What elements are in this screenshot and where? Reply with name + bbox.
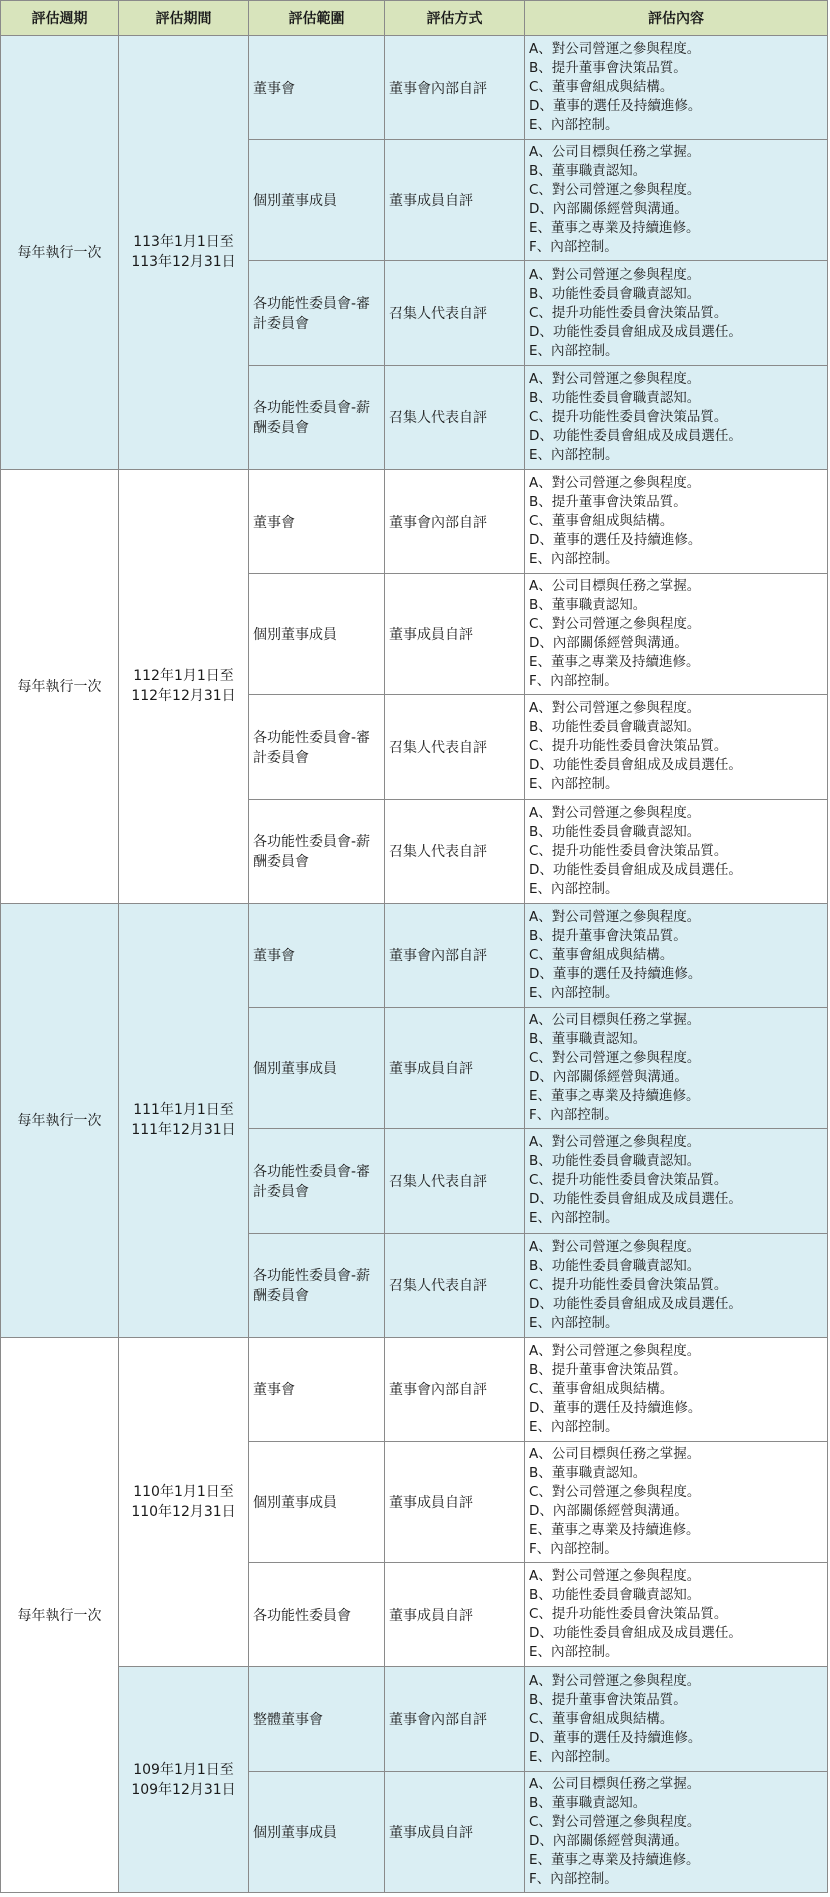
content-line: D、功能性委員會組成及成員選任。 [529, 1191, 742, 1208]
content-cell [525, 1667, 828, 1771]
content-cell [525, 574, 828, 695]
content-line: E、內部控制。 [529, 1748, 619, 1765]
content-line: D、功能性委員會組成及成員選任。 [529, 427, 742, 444]
content-line: C、對公司營運之參與程度。 [529, 1050, 701, 1067]
content-line: B、董事職責認知。 [529, 597, 647, 614]
content-line: A、對公司營運之參與程度。 [529, 475, 701, 492]
content-line: A、對公司營運之參與程度。 [529, 1672, 701, 1689]
content-cell [525, 799, 828, 903]
content-cell [525, 261, 828, 365]
period-line: 109年12月31日 [131, 1781, 236, 1798]
content-line: B、功能性委員會職責認知。 [529, 1257, 701, 1274]
period-line: 112年12月31日 [131, 688, 236, 705]
content-line: B、功能性委員會職責認知。 [529, 1587, 701, 1604]
content-line: B、功能性委員會職責認知。 [529, 823, 701, 840]
content-line: B、功能性委員會職責認知。 [529, 285, 701, 302]
content-line: D、董事的選任及持續進修。 [529, 1729, 702, 1746]
content-line: E、內部控制。 [529, 446, 619, 463]
content-cell [525, 140, 828, 261]
method-cell: 召集人代表自評 [385, 365, 525, 469]
content-line: D、功能性委員會組成及成員選任。 [529, 1625, 742, 1642]
scope-cell: 各功能性委員會-薪酬委員會 [249, 799, 385, 903]
content-line: D、功能性委員會組成及成員選任。 [529, 323, 742, 340]
scope-cell: 董事會 [249, 36, 385, 140]
scope-cell: 整體董事會 [249, 1667, 385, 1771]
method-cell: 召集人代表自評 [385, 799, 525, 903]
scope-cell: 個別董事成員 [249, 140, 385, 261]
content-line: B、功能性委員會職責認知。 [529, 1153, 701, 1170]
content-line: E、董事之專業及持續進修。 [529, 1088, 700, 1105]
period-cell [119, 1337, 249, 1667]
content-line: C、提升功能性委員會決策品質。 [529, 408, 728, 425]
content-line: B、提升董事會決策品質。 [529, 1691, 687, 1708]
scope-cell: 各功能性委員會-審計委員會 [249, 695, 385, 799]
table-row [1, 1337, 828, 1441]
content-line: A、對公司營運之參與程度。 [529, 1238, 701, 1255]
method-cell: 董事會內部自評 [385, 469, 525, 573]
content-line: A、對公司營運之參與程度。 [529, 1134, 701, 1151]
content-line: A、公司目標與任務之掌握。 [529, 1012, 701, 1029]
content-cell [525, 1233, 828, 1337]
period-line: 113年12月31日 [131, 254, 236, 271]
content-line: D、功能性委員會組成及成員選任。 [529, 757, 742, 774]
content-line: D、董事的選任及持續進修。 [529, 965, 702, 982]
content-line: D、功能性委員會組成及成員選任。 [529, 861, 742, 878]
scope-cell: 各功能性委員會-薪酬委員會 [249, 1233, 385, 1337]
content-line: E、內部控制。 [529, 1314, 619, 1331]
content-line: B、董事職責認知。 [529, 163, 647, 180]
period-line: 113年1月1日至 [133, 234, 234, 251]
content-line: C、董事會組成與結構。 [529, 1380, 674, 1397]
header-cycle: 評估週期 [1, 1, 119, 36]
period-cell [119, 36, 249, 470]
content-line: B、提升董事會決策品質。 [529, 60, 687, 77]
content-line: C、提升功能性委員會決策品質。 [529, 1276, 728, 1293]
method-cell: 召集人代表自評 [385, 695, 525, 799]
method-cell: 董事會內部自評 [385, 36, 525, 140]
content-line: A、對公司營運之參與程度。 [529, 370, 701, 387]
content-line: F、內部控制。 [529, 1541, 618, 1558]
content-cell [525, 1441, 828, 1562]
scope-cell: 個別董事成員 [249, 1008, 385, 1129]
content-cell [525, 36, 828, 140]
method-cell: 召集人代表自評 [385, 1129, 525, 1233]
period-cell [119, 903, 249, 1337]
method-cell: 董事成員自評 [385, 1771, 525, 1892]
content-line: D、董事的選任及持續進修。 [529, 1399, 702, 1416]
content-line: E、董事之專業及持續進修。 [529, 1851, 700, 1868]
header-row [1, 1, 828, 36]
scope-cell: 董事會 [249, 1337, 385, 1441]
header-period: 評估期間 [119, 1, 249, 36]
period-cell [119, 1667, 249, 1893]
period-line: 110年12月31日 [131, 1504, 236, 1521]
content-cell [525, 1337, 828, 1441]
method-cell: 董事成員自評 [385, 140, 525, 261]
content-line: D、內部關係經營與溝通。 [529, 201, 688, 218]
content-cell [525, 365, 828, 469]
header-method: 評估方式 [385, 1, 525, 36]
period-line: 109年1月1日至 [133, 1761, 234, 1778]
content-line: F、內部控制。 [529, 1870, 618, 1887]
content-line: A、公司目標與任務之掌握。 [529, 1775, 701, 1792]
scope-cell: 各功能性委員會-審計委員會 [249, 1129, 385, 1233]
content-line: E、內部控制。 [529, 776, 619, 793]
method-cell: 董事成員自評 [385, 1563, 525, 1667]
content-line: C、提升功能性委員會決策品質。 [529, 842, 728, 859]
content-line: D、董事的選任及持續進修。 [529, 532, 702, 549]
cycle-cell: 每年執行一次 [1, 36, 119, 470]
content-line: E、內部控制。 [529, 880, 619, 897]
content-line: A、對公司營運之參與程度。 [529, 908, 701, 925]
content-line: F、內部控制。 [529, 673, 618, 690]
method-cell: 召集人代表自評 [385, 1233, 525, 1337]
method-cell: 董事會內部自評 [385, 1337, 525, 1441]
content-line: A、公司目標與任務之掌握。 [529, 144, 701, 161]
scope-cell: 個別董事成員 [249, 574, 385, 695]
content-line: A、公司目標與任務之掌握。 [529, 578, 701, 595]
table-body [1, 36, 828, 1893]
content-line: E、董事之專業及持續進修。 [529, 220, 700, 237]
content-line: D、功能性委員會組成及成員選任。 [529, 1295, 742, 1312]
content-line: B、提升董事會決策品質。 [529, 1361, 687, 1378]
content-cell [525, 1771, 828, 1892]
content-line: C、提升功能性委員會決策品質。 [529, 1606, 728, 1623]
content-cell [525, 469, 828, 573]
content-line: B、董事職責認知。 [529, 1031, 647, 1048]
scope-cell: 董事會 [249, 469, 385, 573]
content-line: D、內部關係經營與溝通。 [529, 1832, 688, 1849]
content-line: B、董事職責認知。 [529, 1465, 647, 1482]
content-cell [525, 1563, 828, 1667]
content-line: B、功能性委員會職責認知。 [529, 719, 701, 736]
content-line: D、內部關係經營與溝通。 [529, 1069, 688, 1086]
period-line: 112年1月1日至 [133, 668, 234, 685]
content-line: F、內部控制。 [529, 239, 618, 256]
table-row [1, 36, 828, 140]
scope-cell: 個別董事成員 [249, 1441, 385, 1562]
header-scope: 評估範圍 [249, 1, 385, 36]
scope-cell: 董事會 [249, 903, 385, 1007]
content-line: C、董事會組成與結構。 [529, 79, 674, 96]
cycle-cell: 每年執行一次 [1, 903, 119, 1337]
cycle-cell: 每年執行一次 [1, 1337, 119, 1892]
content-line: C、董事會組成與結構。 [529, 1710, 674, 1727]
content-line: F、內部控制。 [529, 1107, 618, 1124]
content-line: E、內部控制。 [529, 1210, 619, 1227]
content-line: D、內部關係經營與溝通。 [529, 1503, 688, 1520]
scope-cell: 個別董事成員 [249, 1771, 385, 1892]
content-line: C、對公司營運之參與程度。 [529, 182, 701, 199]
content-line: C、提升功能性委員會決策品質。 [529, 738, 728, 755]
header-content: 評估內容 [525, 1, 828, 36]
method-cell: 董事成員自評 [385, 574, 525, 695]
period-line: 110年1月1日至 [133, 1484, 234, 1501]
content-line: C、提升功能性委員會決策品質。 [529, 304, 728, 321]
content-line: B、董事職責認知。 [529, 1794, 647, 1811]
content-line: C、對公司營運之參與程度。 [529, 1484, 701, 1501]
content-line: B、功能性委員會職責認知。 [529, 389, 701, 406]
method-cell: 董事會內部自評 [385, 903, 525, 1007]
content-line: A、對公司營運之參與程度。 [529, 1568, 701, 1585]
content-line: A、對公司營運之參與程度。 [529, 266, 701, 283]
content-line: E、董事之專業及持續進修。 [529, 1522, 700, 1539]
period-line: 111年1月1日至 [133, 1102, 234, 1119]
content-cell [525, 695, 828, 799]
content-line: B、提升董事會決策品質。 [529, 927, 687, 944]
content-cell [525, 903, 828, 1007]
period-line: 111年12月31日 [131, 1122, 236, 1139]
content-line: E、內部控制。 [529, 551, 619, 568]
method-cell: 董事成員自評 [385, 1441, 525, 1562]
scope-cell: 各功能性委員會 [249, 1563, 385, 1667]
scope-cell: 各功能性委員會-審計委員會 [249, 261, 385, 365]
content-line: A、對公司營運之參與程度。 [529, 41, 701, 58]
content-line: E、內部控制。 [529, 1418, 619, 1435]
method-cell: 董事成員自評 [385, 1008, 525, 1129]
content-line: B、提升董事會決策品質。 [529, 494, 687, 511]
content-cell [525, 1129, 828, 1233]
table-row [1, 1667, 828, 1771]
content-line: A、對公司營運之參與程度。 [529, 700, 701, 717]
content-line: E、內部控制。 [529, 342, 619, 359]
content-line: E、內部控制。 [529, 1644, 619, 1661]
method-cell: 召集人代表自評 [385, 261, 525, 365]
content-cell [525, 1008, 828, 1129]
content-line: A、對公司營運之參與程度。 [529, 1342, 701, 1359]
content-line: D、董事的選任及持續進修。 [529, 98, 702, 115]
table-row [1, 903, 828, 1007]
content-line: E、內部控制。 [529, 984, 619, 1001]
content-line: A、對公司營運之參與程度。 [529, 804, 701, 821]
content-line: A、公司目標與任務之掌握。 [529, 1446, 701, 1463]
content-line: E、董事之專業及持續進修。 [529, 654, 700, 671]
content-line: E、內部控制。 [529, 117, 619, 134]
table-row [1, 469, 828, 573]
content-line: C、董事會組成與結構。 [529, 513, 674, 530]
method-cell: 董事會內部自評 [385, 1667, 525, 1771]
cycle-cell: 每年執行一次 [1, 469, 119, 903]
content-line: D、內部關係經營與溝通。 [529, 635, 688, 652]
content-line: C、提升功能性委員會決策品質。 [529, 1172, 728, 1189]
content-line: C、董事會組成與結構。 [529, 946, 674, 963]
period-cell [119, 469, 249, 903]
content-line: C、對公司營運之參與程度。 [529, 616, 701, 633]
content-line: C、對公司營運之參與程度。 [529, 1813, 701, 1830]
scope-cell: 各功能性委員會-薪酬委員會 [249, 365, 385, 469]
